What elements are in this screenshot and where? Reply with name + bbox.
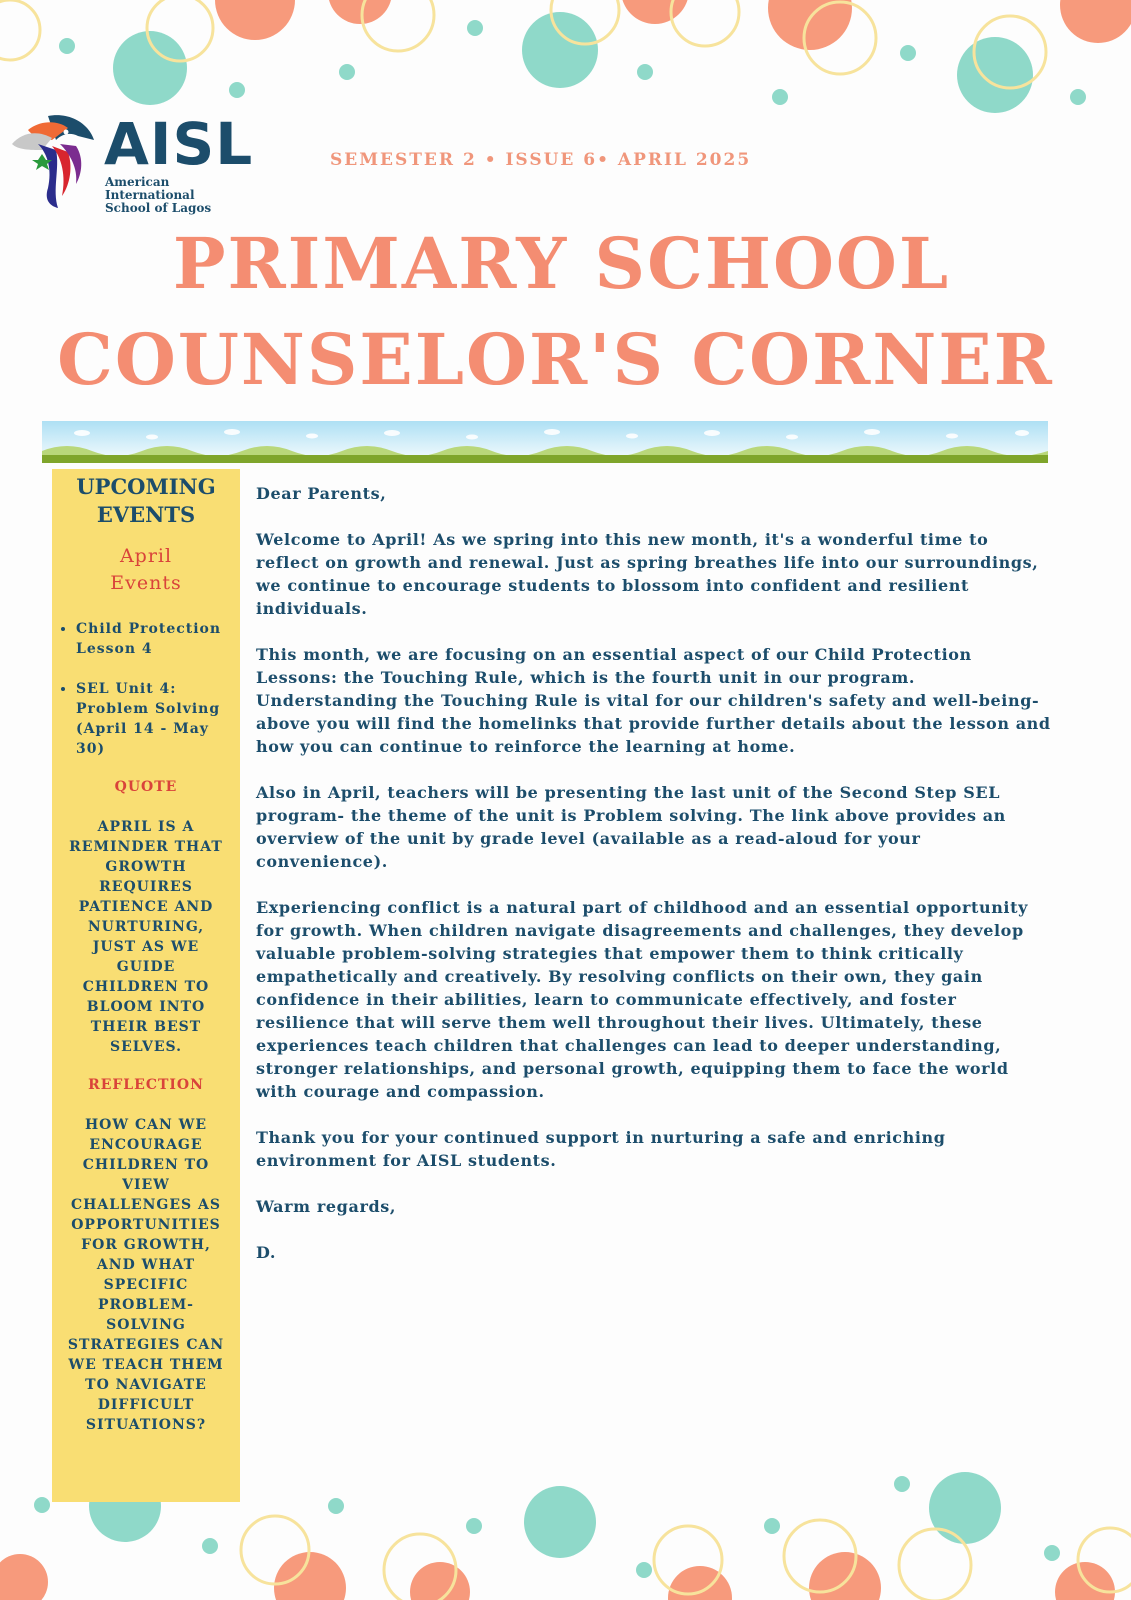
logo-wordmark: AISL — [104, 110, 254, 178]
event-item: • SEL Unit 4: Problem Solving (April 14 - May 30) — [76, 679, 240, 759]
sidebar-month-line1: April — [119, 545, 173, 567]
letter-signature: D. — [256, 1243, 277, 1262]
letter-greeting: Dear Parents, — [256, 484, 387, 503]
sidebar-heading-line2: EVENTS — [96, 502, 196, 527]
logo-subtitle-line2: School of Lagos — [105, 201, 212, 215]
sky-grass-banner — [42, 421, 1048, 463]
sidebar-heading-line1: UPCOMING — [76, 474, 216, 499]
upcoming-events-sidebar — [52, 469, 240, 1502]
page-title-line2: COUNSELOR'S CORNER — [57, 318, 1054, 401]
events-list — [52, 619, 240, 759]
page-title-line1: PRIMARY SCHOOL — [172, 222, 951, 305]
reflection-label: REFLECTION — [88, 1077, 204, 1093]
quote-text: APRIL IS A REMINDER THAT GROWTH REQUIRES PATIENCE AND NURTURING, JUST AS WE GUIDE CHILDREN TO BLOOM INTO THEIR BEST SELVES. — [69, 819, 223, 1055]
letter-paragraph: Welcome to April! As we spring into this new month, it's a wonderful time to reflect on growth and renewal. Just as spring breathes life into our surroundings, we continue to encourage students to blossom into confident and resilient individuals. — [256, 530, 1039, 618]
issue-line: SEMESTER 2 • ISSUE 6• APRIL 2025 — [330, 150, 752, 170]
letter-paragraph: This month, we are focusing on an essential aspect of our Child Protection Lessons: the Touching Rule, which is the fourth unit in our program. Understanding the Touching Rule is vital for our children's safety and well-being- above you will find the homelinks that provide further details about the lesson and how you can continue to reinforce the learning at home. — [256, 645, 1051, 756]
sidebar-heading — [52, 473, 240, 529]
letter-paragraph: Experiencing conflict is a natural part of childhood and an essential opportunity for growth. When children navigate disagreements and challenges, they develop valuable problem-solving strategies that empower them to think critically empathetically and creatively. By resolving conflicts on their own, they gain confidence in their abilities, learn to communicate effectively, and foster resilience that will serve them well throughout their lives. Ultimately, these experiences teach children that challenges can lead to deeper understanding, stronger relationships, and personal growth, equipping them to face the world with courage and compassion. — [256, 898, 1028, 1101]
logo-subtitle — [105, 176, 258, 215]
letter-paragraph: Also in April, teachers will be presenting the last unit of the Second Step SEL program- the theme of the unit is Problem solving. The link above provides an overview of the unit by grade level (available as a read-aloud for your convenience). — [256, 783, 1006, 871]
sidebar-month-line2: Events — [110, 572, 182, 594]
sidebar-month-heading — [52, 543, 240, 597]
event-item: • Child Protection Lesson 4 — [76, 619, 240, 659]
letter-paragraph: Thank you for your continued support in nurturing a safe and enriching environment for AISL students. — [256, 1128, 946, 1170]
letter-body — [256, 482, 1056, 1287]
letter-closing: Warm regards, — [256, 1197, 397, 1216]
school-logo — [8, 110, 258, 215]
quote-label: QUOTE — [114, 779, 178, 795]
logo-subtitle-line1: American International — [105, 175, 195, 202]
reflection-text: HOW CAN WE ENCOURAGE CHILDREN TO VIEW CHALLENGES AS OPPORTUNITIES FOR GROWTH, AND WHAT SPECIFIC PROBLEM-SOLVING STRATEGIES CAN WE TEACH THEM TO NAVIGATE DIFFICULT SITUATIONS? — [67, 1117, 225, 1433]
eagle-head-icon — [8, 110, 100, 210]
